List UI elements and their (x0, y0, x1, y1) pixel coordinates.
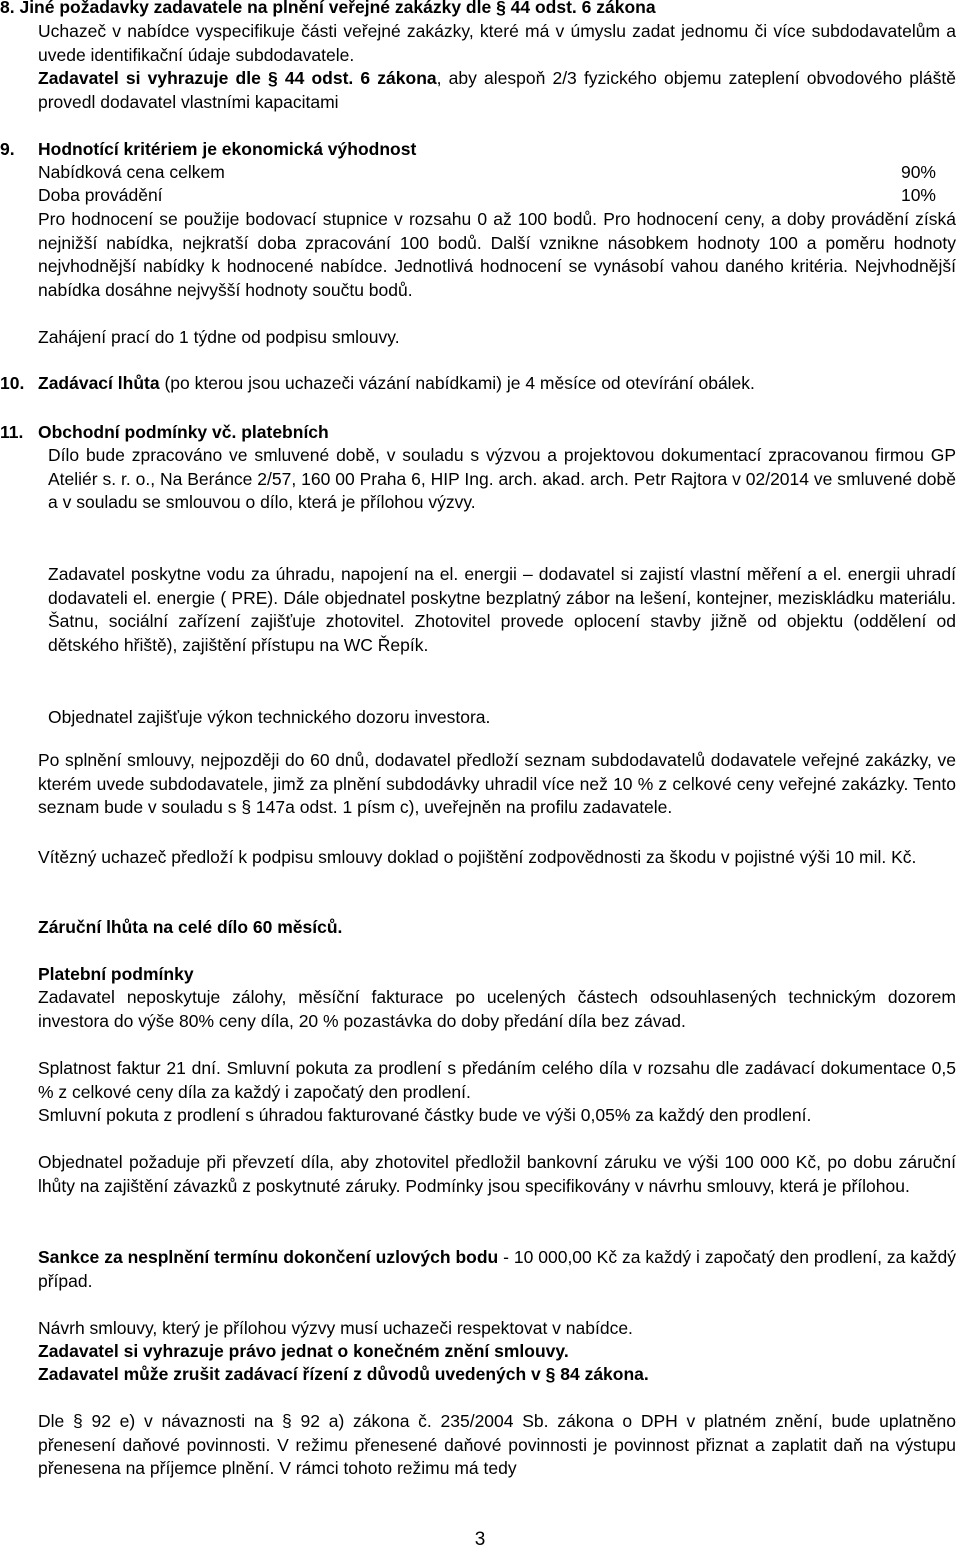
page-number: 3 (474, 1529, 486, 1550)
sanction-paragraph (38, 1246, 956, 1293)
sanction-bold: Sankce za nesplnění termínu dokončení uzlových bodu (38, 1247, 499, 1267)
section-9-heading (0, 138, 956, 162)
section-9-number: 9. (0, 139, 15, 159)
criterion-label: Nabídková cena celkem (38, 162, 225, 182)
vat-paragraph: Dle § 92 e) v návaznosti na § 92 a) zákona č. 235/2004 Sb. zákona o DPH v platném znění, bude uplatněno přenesení daňové povinnosti. V režimu přenesené daňové povinnosti je povinnost přiznat a zaplatit daň na výstupu přenesena na příjemce plnění. V rámci tohoto režimu má tedy (38, 1411, 956, 1478)
warranty-statement: Záruční lhůta na celé dílo 60 měsíců. (38, 917, 343, 937)
section-9-evaluation-text: Pro hodnocení se použije bodovací stupnice v rozsahu 0 až 100 bodů. Pro hodnocení ceny, a doby provádění získá nejnižší nabídka, nejkratší doba zpracování 100 bodů. Další vznikne násobkem hodnoty 100 a poměru hodnoty nejvhodnější nabídky k hodnocené nabídce. Jednotlivá hodnocení se vynásobí vahou daného kritéria. Nejvhodnější nabídka dosáhne nejvyšší hodnoty součtu bodů. (38, 209, 956, 300)
section-8-reservation-text: , aby alespoň 2/3 fyzického objemu zateplení obvodového pláště provedl dodavatel vlastními kapacitami (38, 68, 956, 112)
section-9-start-text: Zahájení prací do 1 týdne od podpisu smlouvy. (38, 327, 400, 347)
criterion-weight: 10% (900, 185, 936, 205)
contract-paragraph-1: Návrh smlouvy, který je přílohou výzvy musí uchazeči respektovat v nabídce. (38, 1318, 633, 1338)
payment-terms-paragraph-4: Objednatel požaduje při převzetí díla, aby zhotovitel předložil bankovní záruku ve výši 100 000 Kč, po dobu záruční lhůty na zajištění závazků z poskytnuté záruky. Podmínky jsou specifikovány v návrhu smlouvy, která je přílohou. (38, 1152, 956, 1196)
section-10-number: 10. (0, 373, 25, 393)
section-11-paragraph-3: Objednatel zajišťuje výkon technického dozoru investora. (48, 707, 491, 727)
payment-terms-paragraph-3: Smluvní pokuta z prodlení s úhradou fakturované částky bude ve výši 0,05% za každý den prodlení. (38, 1105, 812, 1125)
section-8-reservation-bold: Zadavatel si vyhrazuje dle § 44 odst. 6 zákona (38, 68, 437, 88)
section-8-paragraph-2 (38, 67, 956, 114)
section-11-number: 11. (0, 422, 24, 442)
contract-paragraph-3: Zadavatel může zrušit zadávací řízení z důvodů uvedených v § 84 zákona. (38, 1364, 649, 1384)
payment-terms-paragraph-2: Splatnost faktur 21 dní. Smluvní pokuta za prodlení s předáním celého díla v rozsahu dle zadávací dokumentace 0,5 % z celkové ceny díla za každý i započatý den prodlení. (38, 1058, 956, 1102)
section-10-text (0, 372, 956, 396)
contract-paragraph-2: Zadavatel si vyhrazuje právo jednat o konečném znění smlouvy. (38, 1341, 569, 1361)
sanction-text: - 10 000,00 Kč za každý i započatý den prodlení, za každý případ. (38, 1247, 956, 1291)
criterion-row-price (38, 161, 936, 184)
payment-terms-heading: Platební podmínky (38, 964, 194, 984)
insurance-paragraph: Vítězný uchazeč předloží k podpisu smlouvy doklad o pojištění zodpovědnosti za škodu v pojistné výši 10 mil. Kč. (38, 847, 917, 867)
section-10-body: (po kterou jsou uchazeči vázání nabídkami) je 4 měsíce od otevírání obálek. (159, 373, 755, 393)
section-11-paragraph-1: Dílo bude zpracováno ve smluvené době, v souladu s výzvou a projektovou dokumentací zpracovanou firmou GP Ateliér s. r. o., Na Beránce 2/57, 160 00 Praha 6, HIP Ing. arch. akad. arch. Petr Rajtora v 02/2014 ve smluvené době a v souladu se smlouvou o dílo, která je přílohou výzvy. (48, 445, 956, 512)
section-8-heading: 8. Jiné požadavky zadavatele na plnění veřejné zakázky dle § 44 odst. 6 zákona (0, 0, 656, 17)
section-8-paragraph-1: Uchazeč v nabídce vyspecifikuje části veřejné zakázky, které má v úmyslu zadat jednomu či více subdodavatelům a uvede identifikační údaje subdodavatele. (38, 21, 956, 65)
section-10-title: Zadávací lhůta (38, 373, 160, 393)
subcontractor-list-paragraph: Po splnění smlouvy, nejpozději do 60 dnů, dodavatel předloží seznam subdodavatelů dodavatele veřejné zakázky, ve kterém uvede subdodavatele, jimž za plnění subdodávky uhradil více než 10 % z celkové ceny veřejné zakázky. Tento seznam bude v souladu s § 147a odst. 1 písm c), uveřejněn na profilu zadavatele. (38, 750, 956, 817)
section-11-title: Obchodní podmínky vč. platebních (38, 422, 329, 442)
section-11-paragraph-2: Zadavatel poskytne vodu za úhradu, napojení na el. energii – dodavatel si zajistí vlastní měření a el. energii uhradí dodavateli el. energie ( PRE). Dále objednatel poskytne bezplatný zábor na lešení, kontejner, meziskládku materiálu. Šatnu, sociální zařízení zajišťuje zhotovitel. Zhotovitel provede oplocení stavby jižně od objektu (oddělení od dětského hřiště), zajištění přístupu na WC Řepík. (48, 564, 956, 655)
criterion-row-duration (38, 184, 936, 207)
criterion-weight: 90% (900, 162, 936, 182)
section-9-title: Hodnotící kritériem je ekonomická výhodnost (38, 139, 417, 159)
section-11-heading (0, 421, 956, 445)
payment-terms-paragraph-1: Zadavatel neposkytuje zálohy, měsíční fakturace po ucelených částech odsouhlasených technickým dozorem investora do výše 80% ceny díla, 20 % pozastávka do doby předání díla bez závad. (38, 987, 956, 1031)
criterion-label: Doba provádění (38, 185, 163, 205)
